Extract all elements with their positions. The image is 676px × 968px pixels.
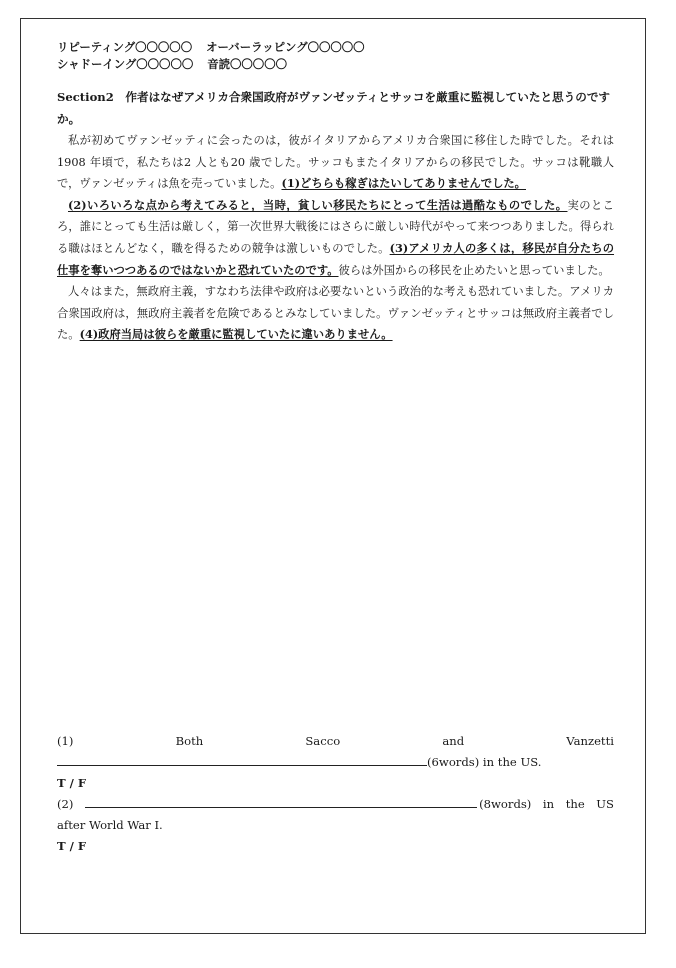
q2-true-false[interactable]: T / F [57, 839, 87, 853]
question-1-stem [57, 731, 614, 752]
repeating-check: リピーティング〇〇〇〇〇 [57, 40, 193, 54]
question-1-answer-line [57, 752, 614, 773]
practice-checklist [57, 39, 614, 73]
question-1 [57, 731, 614, 794]
reading-aloud-check: 音読〇〇〇〇〇 [207, 57, 287, 71]
q1-word-vanzetti: Vanzetti [566, 734, 614, 748]
q1-word-and: and [442, 734, 465, 748]
question-2-stem [57, 794, 614, 815]
shadowing-check: シャドーイング〇〇〇〇〇 [57, 57, 194, 71]
q2-number: (2) [57, 797, 74, 811]
practice-line-2 [57, 56, 614, 73]
q1-true-false[interactable]: T / F [57, 776, 87, 790]
passage [57, 130, 614, 346]
underline-1: (1)どちらも稼ぎはたいしてありませんでした。 [281, 176, 526, 191]
questions [57, 731, 614, 857]
worksheet-page [20, 18, 646, 934]
overlapping-check: オーバーラッピング〇〇〇〇〇 [206, 40, 365, 54]
section-heading: Section2 作者はなぜアメリカ合衆国政府がヴァンゼッティとサッコを厳重に監視していたと思うのですか。 [57, 90, 611, 126]
practice-line-1 [57, 39, 614, 56]
underline-4: (4)政府当局は彼らを厳重に監視していたに違いありません。 [79, 327, 393, 342]
passage-paragraph-1 [57, 130, 614, 195]
q2-answer-blank[interactable] [85, 795, 477, 808]
worksheet-content [57, 39, 614, 346]
q1-word-both: Both [175, 734, 204, 748]
passage-paragraph-3 [57, 281, 614, 346]
question-2 [57, 794, 614, 857]
q1-word-sacco: Sacco [305, 734, 341, 748]
q2-continuation: after World War I. [57, 818, 163, 832]
passage-paragraph-2 [57, 195, 614, 281]
q1-suffix: (6words) in the US. [427, 755, 542, 769]
p2-text: 実のところ，誰にとっても生活は厳しく，第一次世界大戦後にはさらに厳しい時代がやって来つつありました。得られる職はほとんどなく，職を得るための競争は激しいものでした。 [57, 198, 614, 255]
p3-text: 人々はまた，無政府主義，すなわち法律や政府は必要ないという政治的な考えも恐れていました。アメリカ合衆国政府は，無政府主義者を危険であるとみなしていました。ヴァンゼッティとサッコは無政府主義者でした。 [57, 285, 614, 342]
p1-text: 私が初めてヴァンゼッティに会ったのは，彼がイタリアからアメリカ合衆国に移住した時でした。それは1908 年頃で，私たちは2 人とも20 歳でした。サッコもまたイタリアからの移民でした。サッコは靴職人で，ヴァンゼッティは魚を売っていました。 [57, 134, 614, 191]
underline-2: (2)いろいろな点から考えてみると，当時，貧しい移民たちにとって生活は過酷なものでした。 [68, 197, 568, 212]
q1-answer-blank[interactable] [57, 753, 427, 766]
q1-number: (1) [57, 734, 74, 748]
underline-3: (3)アメリカ人の多くは，移民が自分たちの仕事を奪いつつあるのではないかと恐れていたのです。 [57, 240, 615, 277]
p2-text-2: 彼らは外国からの移民を止めたいと思っていました。 [338, 263, 610, 277]
q2-suffix: (8words) in the US [479, 797, 614, 811]
